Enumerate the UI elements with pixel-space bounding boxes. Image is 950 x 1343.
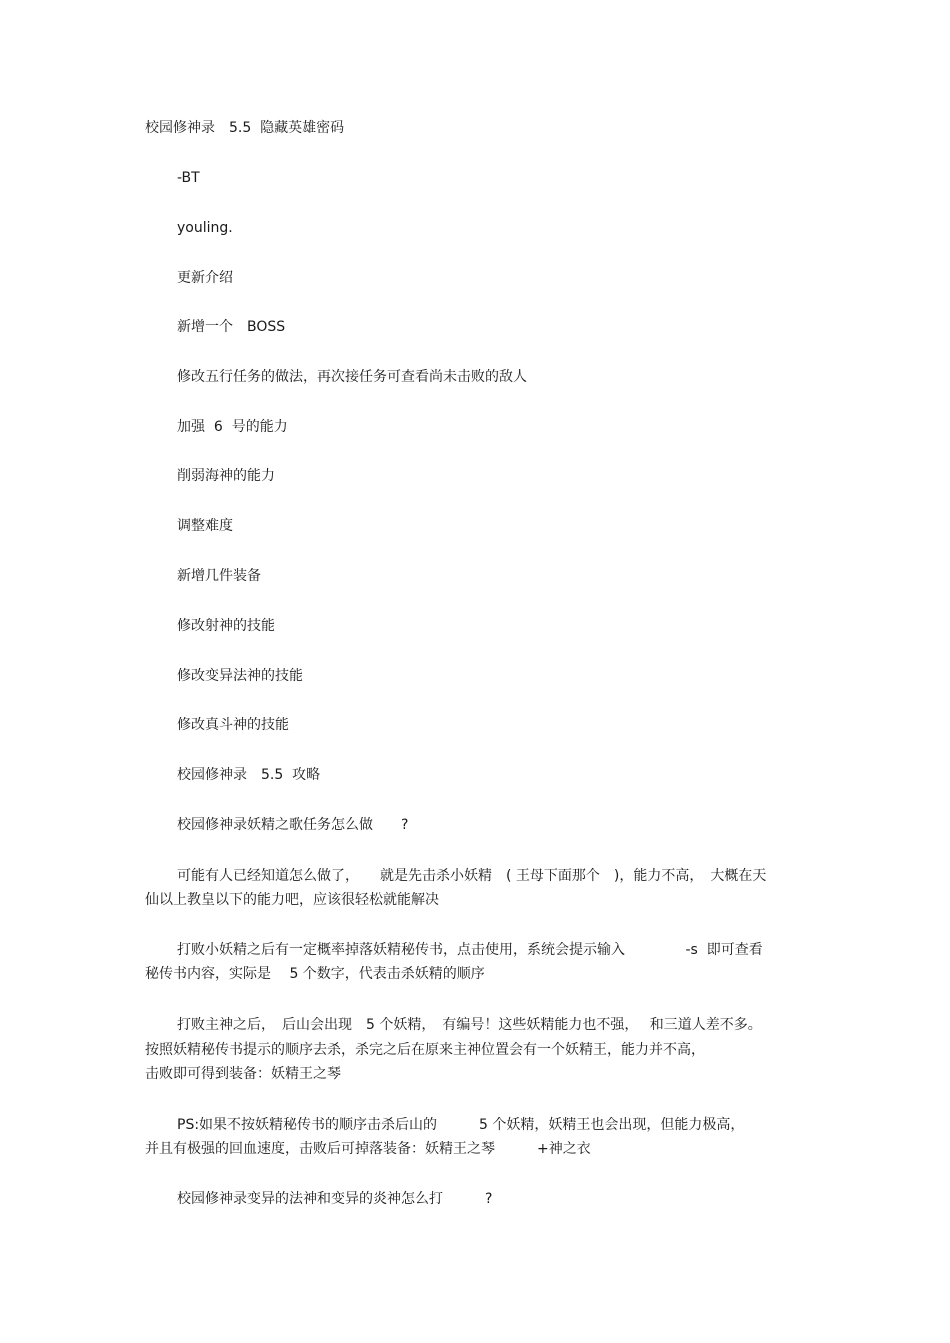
document-title: 校园修神录 5.5 隐藏英雄密码 [145,120,345,136]
paragraph-line: 秘传书内容，实际是 5 个数字，代表击杀妖精的顺序 [145,966,485,982]
list-item: 修改射神的技能 [177,618,275,634]
paragraph-line: 击败即可得到装备：妖精王之琴 [145,1066,341,1082]
list-item: 新增几件装备 [177,568,261,584]
paragraph-line: 并且有极强的回血速度，击败后可掉落装备：妖精王之琴 +神之衣 [145,1141,591,1157]
text-line: -BT [177,170,200,186]
section-heading: 校园修神录 5.5 攻略 [177,767,321,783]
paragraph-line: 打败小妖精之后有一定概率掉落妖精秘传书，点击使用，系统会提示输入 -s 即可查看 [177,942,763,958]
list-item: 修改真斗神的技能 [177,717,289,733]
list-item: 加强 6 号的能力 [177,419,288,435]
list-item: 削弱海神的能力 [177,468,275,484]
list-item: 新增一个 BOSS [177,319,286,335]
list-item: 修改五行任务的做法，再次接任务可查看尚未击败的敌人 [177,369,527,385]
question-heading: 校园修神录妖精之歌任务怎么做 ? [177,817,409,833]
paragraph-line: 仙以上教皇以下的能力吧，应该很轻松就能解决 [145,892,439,908]
paragraph-line: 打败主神之后， 后山会出现 5 个妖精， 有编号！这些妖精能力也不强， 和三道人差不多。 [177,1017,762,1033]
paragraph-line: 可能有人已经知道怎么做了， 就是先击杀小妖精 ( 王母下面那个 )，能力不高， 大概在天 [177,868,767,884]
text-line: youling. [177,220,233,236]
paragraph-line: 按照妖精秘传书提示的顺序去杀，杀完之后在原来主神位置会有一个妖精王，能力并不高， [145,1042,705,1058]
question-heading: 校园修神录变异的法神和变异的炎神怎么打 ? [177,1191,493,1207]
section-heading: 更新介绍 [177,270,233,286]
list-item: 调整难度 [177,518,233,534]
list-item: 修改变异法神的技能 [177,668,303,684]
paragraph-line: PS:如果不按妖精秘传书的顺序击杀后山的 5 个妖精，妖精王也会出现，但能力极高， [177,1117,745,1133]
